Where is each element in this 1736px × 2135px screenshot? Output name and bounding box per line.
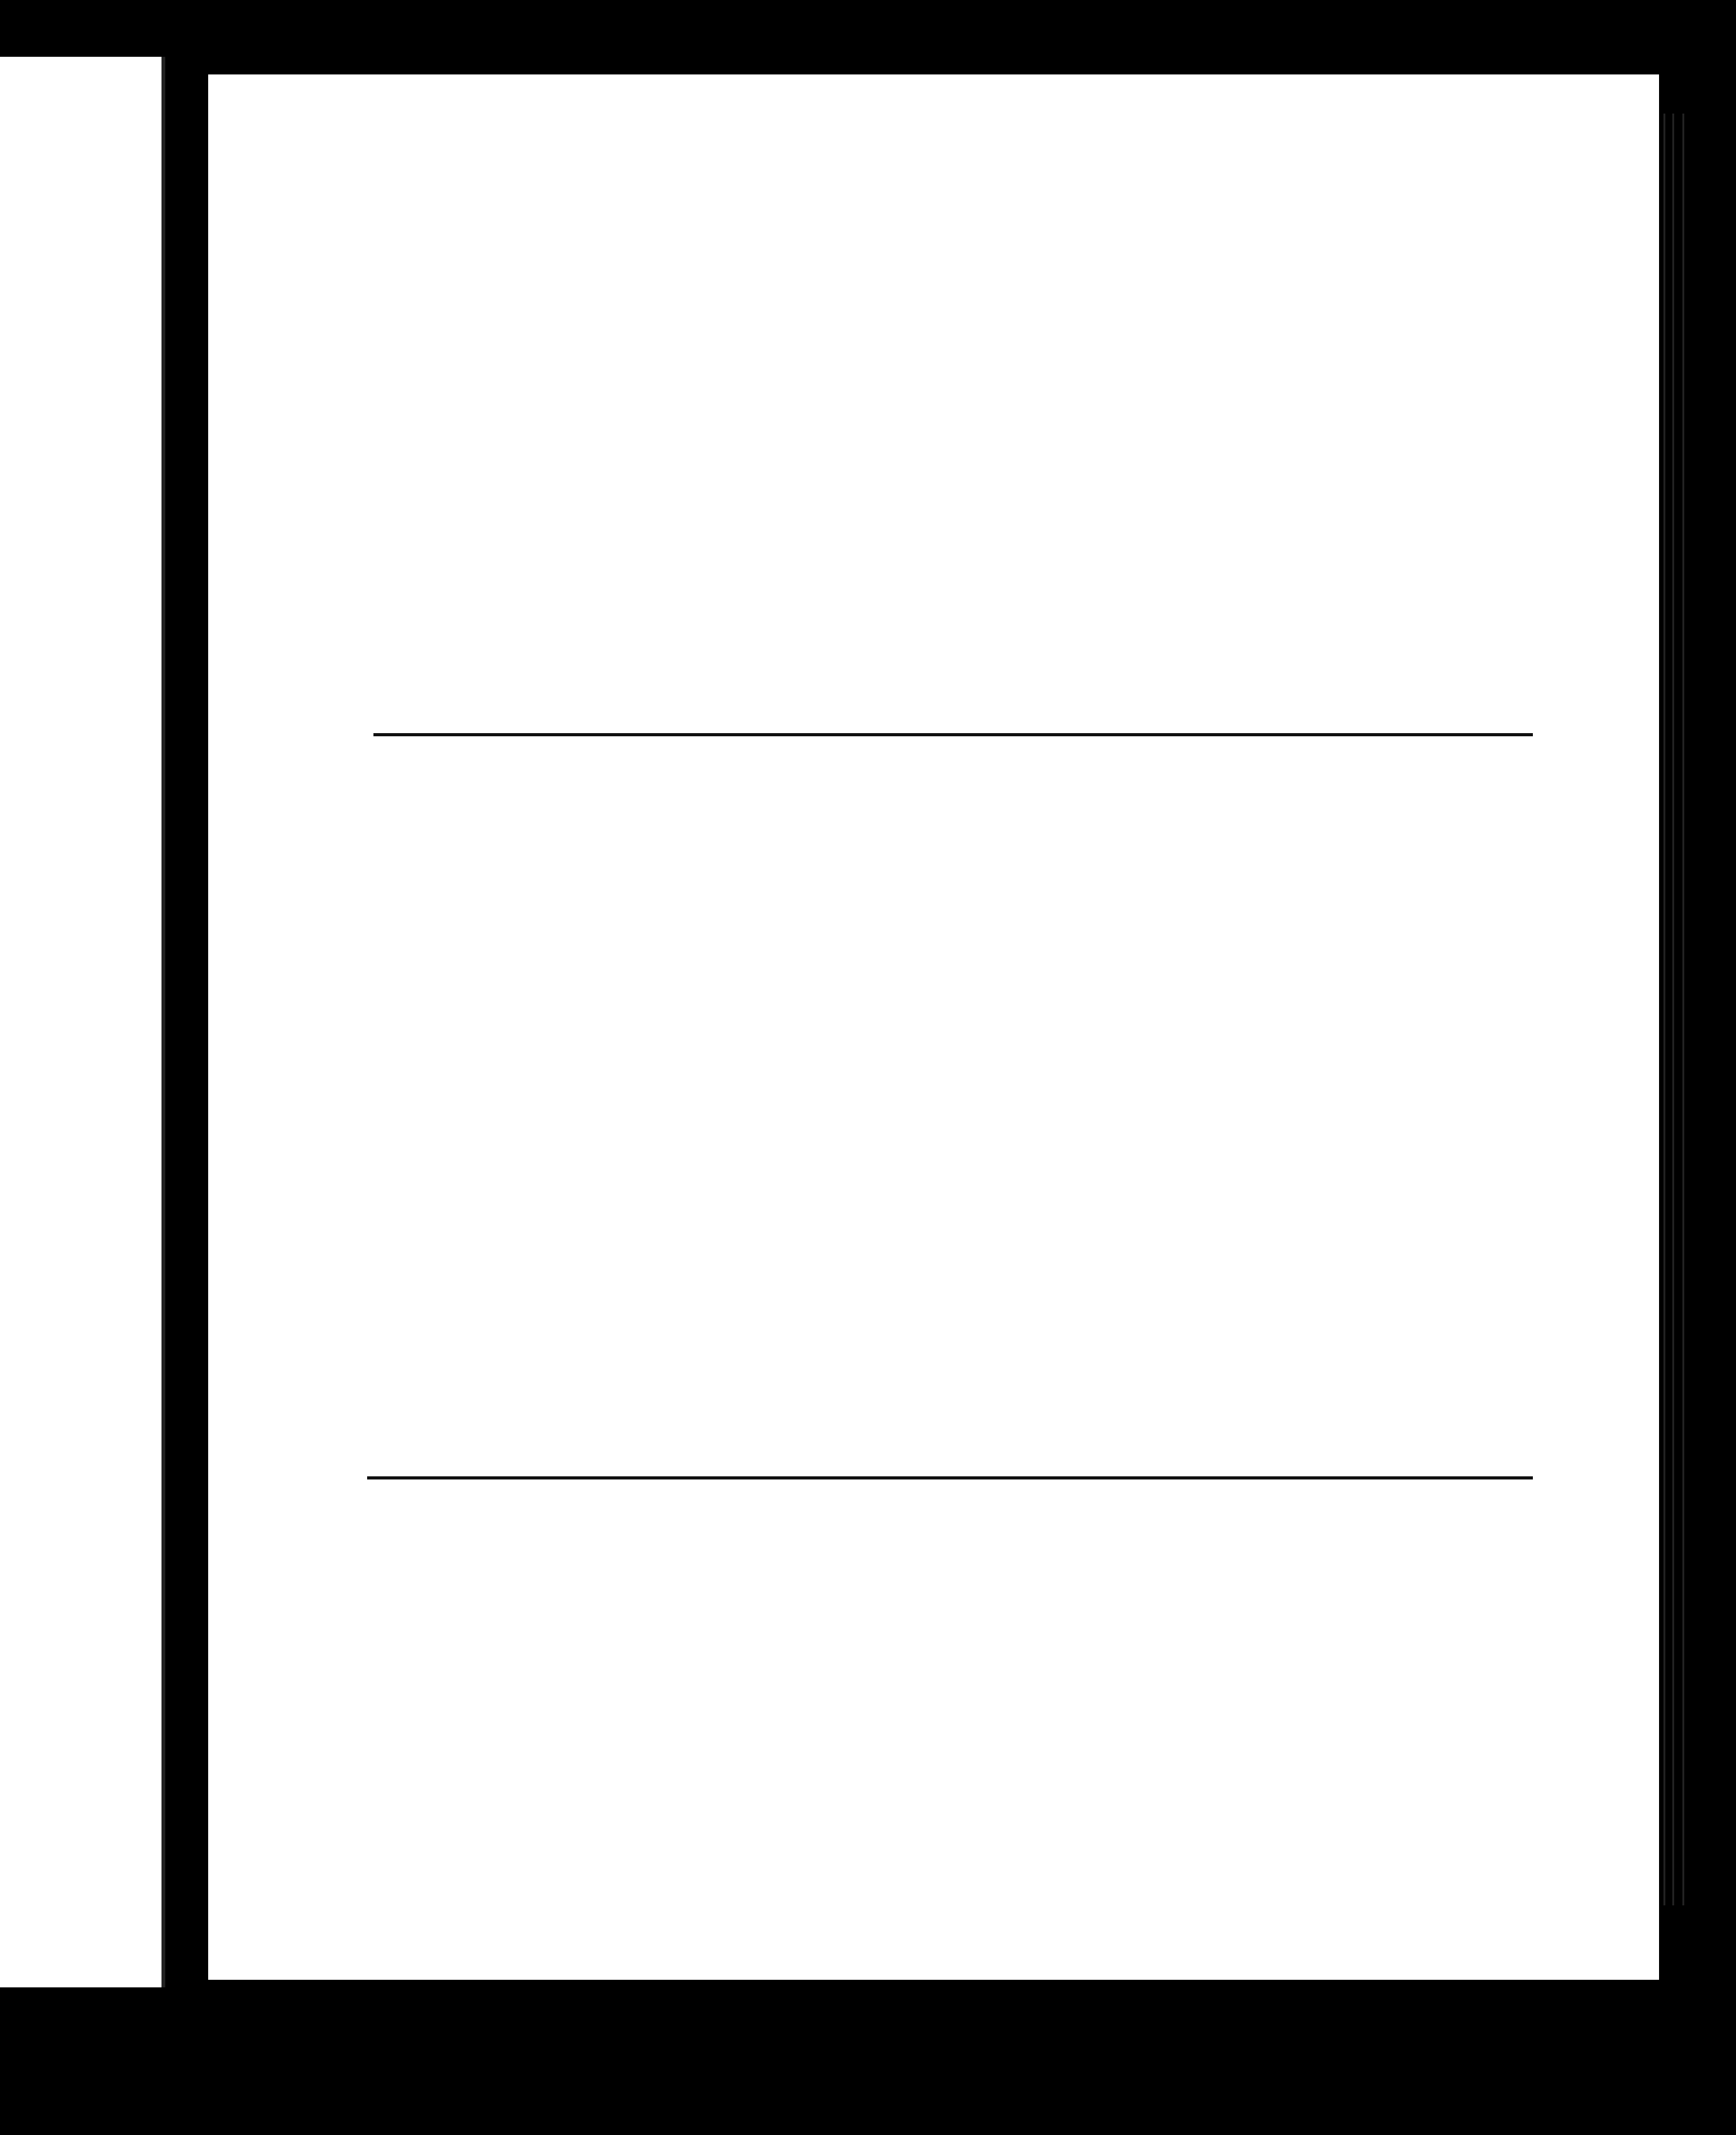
- left-facing-page: [0, 57, 165, 1987]
- ornament-band: [366, 215, 1539, 416]
- divider-rule: [367, 1476, 1533, 1479]
- book-gutter: [161, 57, 165, 1987]
- book-page: [208, 74, 1659, 1980]
- divider-rule: [373, 733, 1533, 736]
